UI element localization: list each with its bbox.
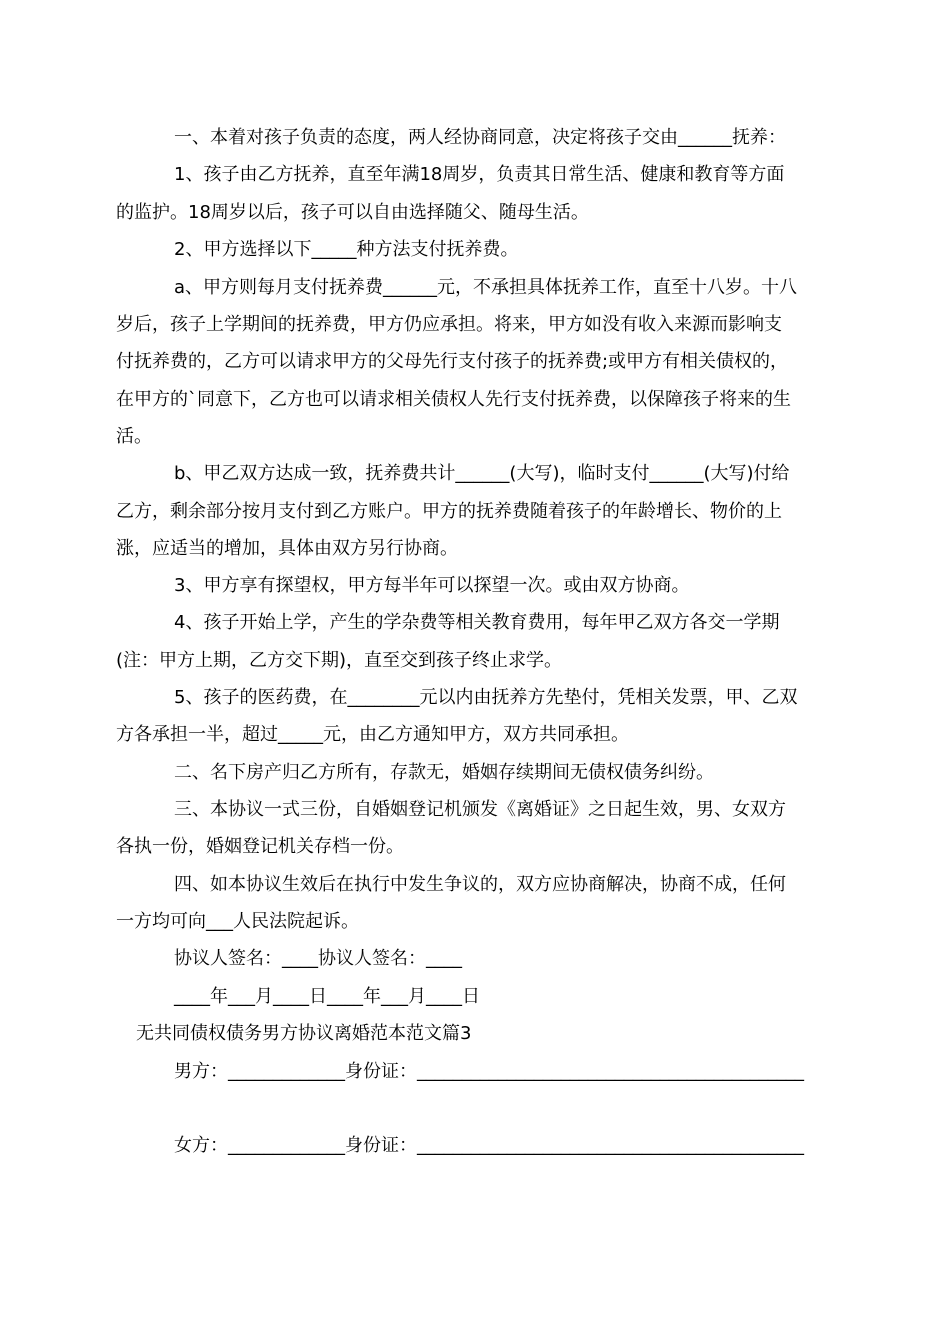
paragraph-line: 的监护。18周岁以后，孩子可以自由选择随父、随母生活。 bbox=[116, 202, 589, 223]
paragraph-line: 涨，应适当的增加，具体由双方另行协商。 bbox=[116, 538, 458, 559]
paragraph-line: (注：甲方上期，乙方交下期)，直至交到孩子终止求学。 bbox=[116, 650, 563, 671]
paragraph-line: 2、甲方选择以下_____种方法支付抚养费。 bbox=[174, 239, 519, 260]
male-party-line: 男方：_____________身份证：___________________________________________ bbox=[174, 1061, 804, 1082]
paragraph-line: 各执一份，婚姻登记机关存档一份。 bbox=[116, 836, 404, 857]
section-heading: 无共同债权债务男方协议离婚范本范文篇3 bbox=[136, 1023, 472, 1044]
paragraph-line: 在甲方的`同意下，乙方也可以请求相关债权人先行支付抚养费，以保障孩子将来的生 bbox=[116, 389, 791, 410]
paragraph-line: 四、如本协议生效后在执行中发生争议的，双方应协商解决，协商不成，任何 bbox=[174, 874, 786, 895]
paragraph-line: 活。 bbox=[116, 426, 152, 447]
paragraph-line: 付抚养费的，乙方可以请求甲方的父母先行支付孩子的抚养费;或甲方有相关债权的， bbox=[116, 351, 789, 372]
paragraph-line: a、甲方则每月支付抚养费______元，不承担具体抚养工作，直至十八岁。十八 bbox=[174, 277, 798, 298]
female-party-line: 女方：_____________身份证：___________________________________________ bbox=[174, 1135, 804, 1156]
paragraph-line: b、甲乙双方达成一致，抚养费共计______(大写)，临时支付______(大写)付给 bbox=[174, 463, 790, 484]
date-line: ____年___月____日____年___月____日 bbox=[174, 986, 480, 1007]
paragraph-line: 一、本着对孩子负责的态度，两人经协商同意，决定将孩子交由______抚养： bbox=[174, 127, 786, 148]
paragraph-line: 三、本协议一式三份，自婚姻登记机颁发《离婚证》之日起生效，男、女双方 bbox=[174, 799, 786, 820]
signature-line: 协议人签名：____协议人签名：____ bbox=[174, 948, 462, 969]
paragraph-line: 1、孩子由乙方抚养，直至年满18周岁，负责其日常生活、健康和教育等方面 bbox=[174, 164, 785, 185]
paragraph-line: 3、甲方享有探望权，甲方每半年可以探望一次。或由双方协商。 bbox=[174, 575, 690, 596]
paragraph-line: 二、名下房产归乙方所有，存款无，婚姻存续期间无债权债务纠纷。 bbox=[174, 762, 714, 783]
paragraph-line: 乙方，剩余部分按月支付到乙方账户。甲方的抚养费随着孩子的年龄增长、物价的上 bbox=[116, 501, 782, 522]
paragraph-line: 一方均可向___人民法院起诉。 bbox=[116, 911, 359, 932]
paragraph-line: 4、孩子开始上学，产生的学杂费等相关教育费用，每年甲乙双方各交一学期 bbox=[174, 612, 780, 633]
paragraph-line: 岁后，孩子上学期间的抚养费，甲方仍应承担。将来，甲方如没有收入来源而影响支 bbox=[116, 314, 782, 335]
paragraph-line: 方各承担一半，超过_____元，由乙方通知甲方，双方共同承担。 bbox=[116, 724, 629, 745]
paragraph-line: 5、孩子的医药费，在________元以内由抚养方先垫付，凭相关发票，甲、乙双 bbox=[174, 687, 798, 708]
